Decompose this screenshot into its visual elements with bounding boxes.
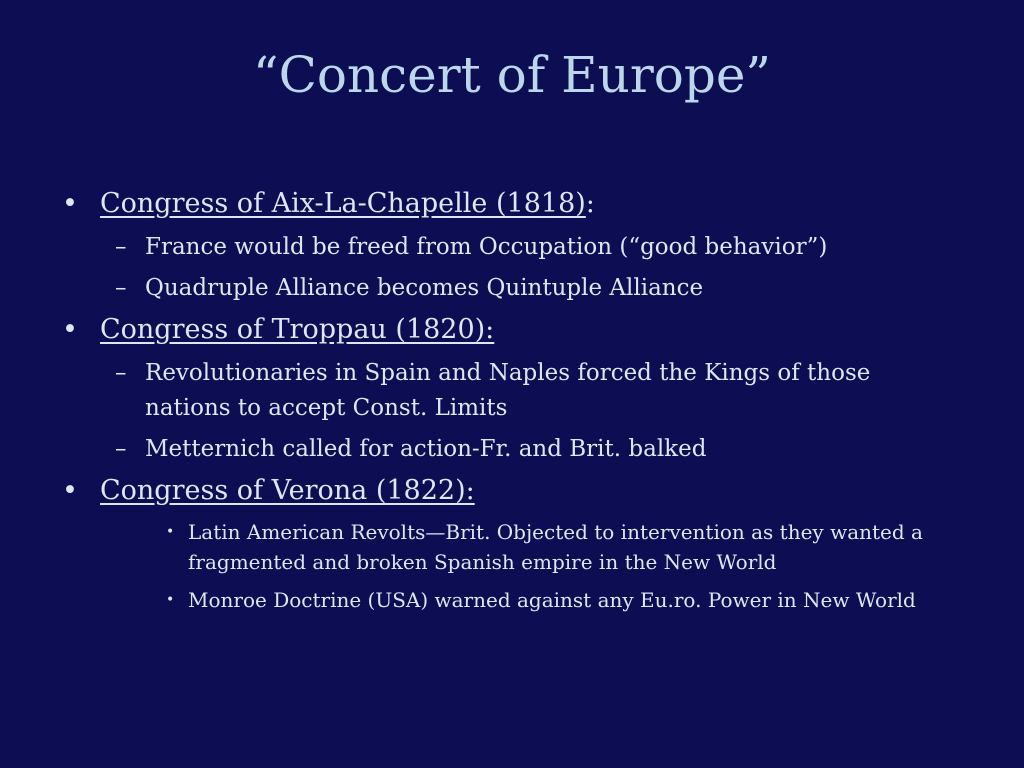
sub-item (115, 356, 962, 426)
dash-marker: – (115, 234, 127, 260)
bullet-marker: • (62, 188, 78, 219)
bullet-troppau (62, 312, 962, 348)
sub-sub-item-text: Latin American Revolts—Brit. Objected to intervention as they wanted a fragmented and broken Spanish empire in the New World (188, 520, 923, 574)
sub-item (115, 271, 962, 306)
dash-marker: – (115, 275, 127, 301)
sub-item-text: Metternich called for action-Fr. and Brit. balked (145, 436, 707, 462)
bullet-marker: • (62, 314, 78, 345)
sub-sub-item (166, 517, 962, 577)
small-bullet-marker: • (166, 592, 175, 608)
section-heading: Congress of Troppau (1820): (100, 314, 495, 345)
sub-item (115, 230, 962, 265)
bullet-verona (62, 473, 962, 509)
sub-sub-item-text: Monroe Doctrine (USA) warned against any Eu.ro. Power in New World (188, 588, 916, 612)
dash-marker: – (115, 436, 127, 462)
slide-title: “Concert of Europe” (253, 46, 771, 104)
section-heading: Congress of Aix-La-Chapelle (1818) (100, 188, 586, 219)
sub-sub-item (166, 585, 962, 615)
dash-marker: – (115, 360, 127, 386)
sub-item-text: France would be freed from Occupation (“good behavior”) (145, 234, 828, 260)
sub-item (115, 432, 962, 467)
sub-item-text: Quadruple Alliance becomes Quintuple Alliance (145, 275, 704, 301)
slide-content (62, 186, 962, 623)
heading-colon: : (585, 188, 595, 219)
bullet-marker: • (62, 475, 78, 506)
sub-item-text: Revolutionaries in Spain and Naples forced the Kings of those nations to accept Const. Limits (145, 360, 871, 421)
bullet-aix-la-chapelle (62, 186, 962, 222)
small-bullet-marker: • (166, 524, 175, 540)
section-heading: Congress of Verona (1822): (100, 475, 475, 506)
